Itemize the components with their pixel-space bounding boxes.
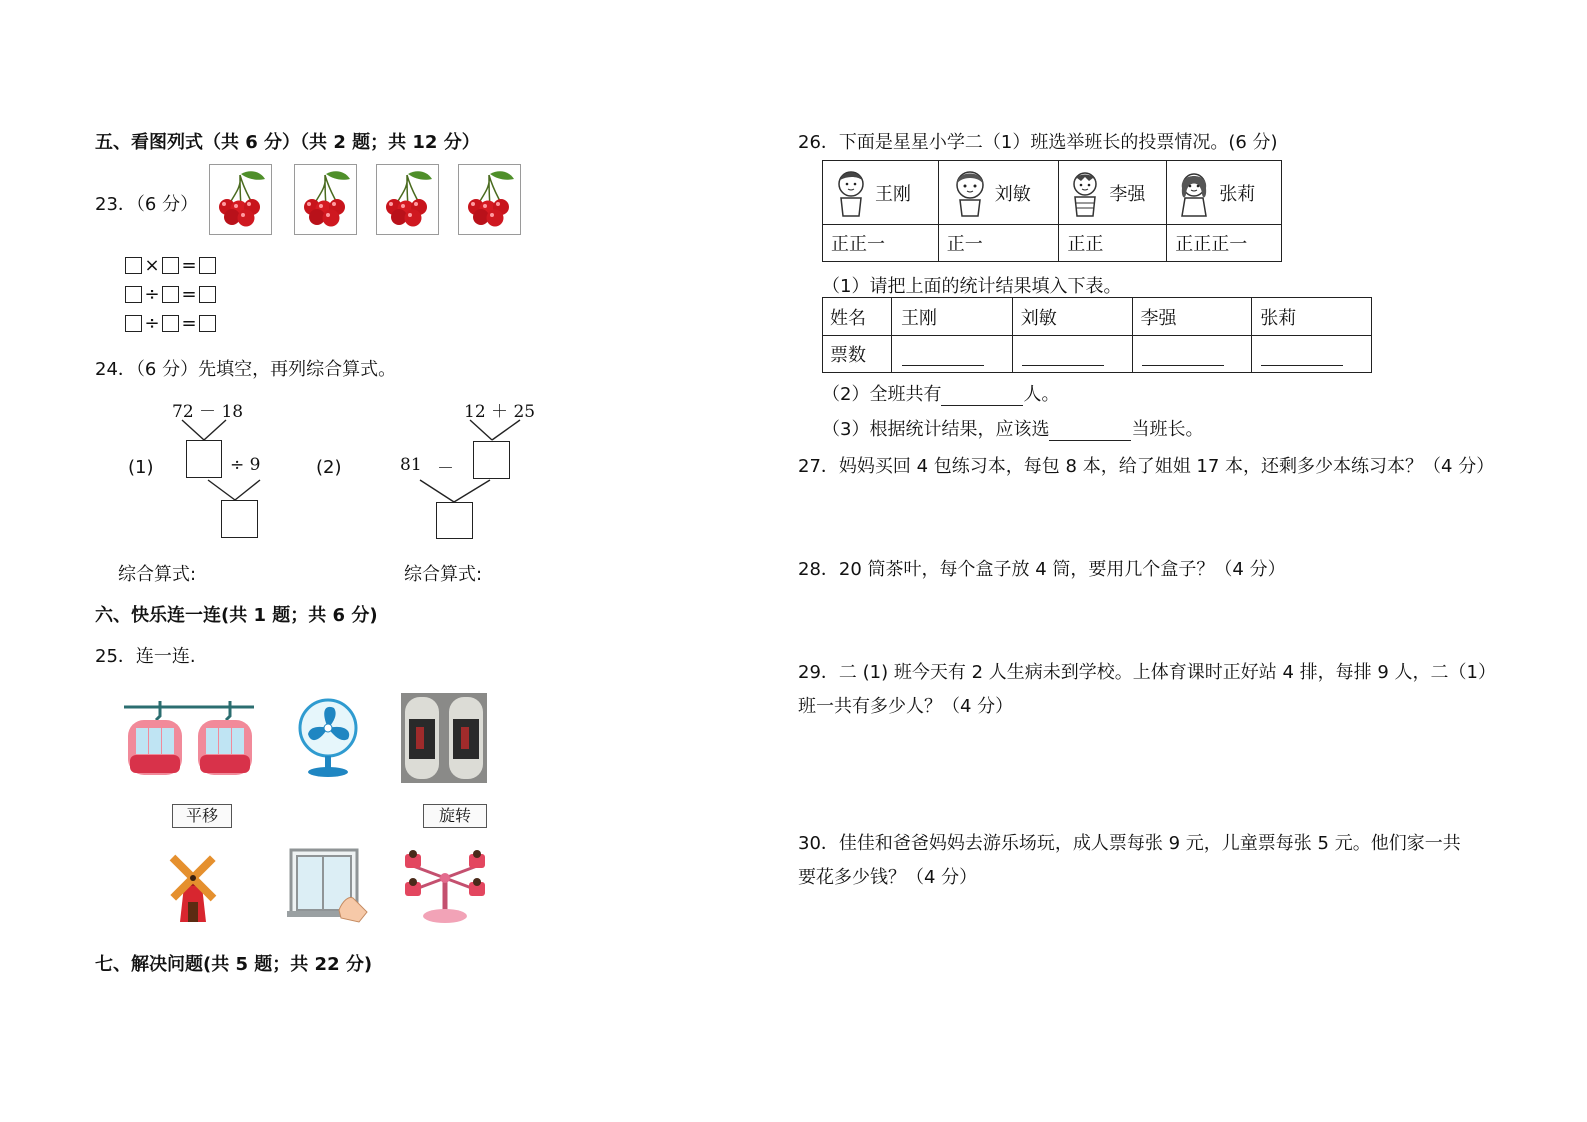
vote-count-blank[interactable] [902, 343, 984, 366]
answer-box[interactable] [125, 257, 142, 274]
candidate-cell [1059, 161, 1167, 225]
tally-cell: 正正正一 [1167, 225, 1282, 262]
q26-sub2-text: （2）全班共有 [822, 384, 942, 405]
answer-box[interactable] [199, 286, 216, 303]
candidate-name: 张莉 [1219, 183, 1256, 205]
girl-avatar-icon [951, 168, 989, 218]
table-header-cell: 王刚 [892, 298, 1013, 336]
candidate-name: 刘敏 [994, 183, 1031, 205]
q28-text: 28．20 筒茶叶，每个盒子放 4 筒，要用几个盒子？（4 分） [798, 559, 1286, 580]
translation-label-box: 平移 [172, 804, 232, 828]
monitor-name-blank[interactable] [1049, 418, 1131, 441]
vote-result-table [822, 297, 1372, 373]
q26-sub3 [822, 415, 1203, 441]
vote-count-cell[interactable] [1252, 336, 1372, 373]
vote-count-cell[interactable] [1132, 336, 1252, 373]
total-students-blank[interactable] [941, 383, 1023, 406]
boy-avatar-icon [833, 168, 869, 218]
vote-count-cell[interactable] [1012, 336, 1132, 373]
operator: ÷ [144, 284, 160, 305]
answer-box[interactable] [199, 315, 216, 332]
q26-sub2-suffix: 人。 [1023, 384, 1060, 405]
table-header-cell: 张莉 [1252, 298, 1372, 336]
operator: ÷ [144, 313, 160, 334]
q29-text-line1: 29．二 (1) 班今天有 2 人生病未到学校。上体育课时正好站 4 排，每排 9 人，二（1） [798, 662, 1496, 683]
q24-label: 24．（6 分）先填空，再列综合算式。 [95, 359, 397, 380]
equation-line [125, 251, 216, 280]
q26-sub1: （1）请把上面的统计结果填入下表。 [822, 276, 1122, 297]
tally-cell: 正正一 [823, 225, 939, 262]
cherry-image [376, 164, 439, 235]
carousel-image [399, 848, 491, 926]
answer-box[interactable] [436, 502, 473, 539]
cherry-image [294, 164, 357, 235]
answer-box[interactable] [221, 500, 258, 538]
elevator-photo [401, 693, 487, 783]
section6-heading: 六、快乐连一连(共 1 题；共 6 分) [95, 605, 378, 626]
vote-count-blank[interactable] [1022, 343, 1104, 366]
fan-image [296, 696, 360, 778]
candidate-name: 王刚 [875, 183, 911, 205]
q24-part2-number: (2) [316, 457, 342, 478]
answer-box[interactable] [162, 257, 179, 274]
equation-line [125, 309, 216, 338]
q25-label: 25．连一连. [95, 646, 196, 667]
vote-count-blank[interactable] [1142, 343, 1224, 366]
equals-sign: = [181, 284, 197, 305]
answer-box[interactable] [199, 257, 216, 274]
answer-box[interactable] [162, 315, 179, 332]
table-header-cell: 刘敏 [1012, 298, 1132, 336]
operator: × [144, 255, 160, 276]
tally-cell: 正一 [938, 225, 1059, 262]
q24-part1-top-expression: 72 － 18 [172, 402, 244, 422]
q27-text: 27．妈妈买回 4 包练习本，每包 8 本，给了姐姐 17 本，还剩多少本练习本？（4 分） [798, 456, 1495, 477]
boy-avatar-icon [1069, 168, 1101, 218]
answer-box[interactable] [125, 286, 142, 303]
q23-label: 23．（6 分） [95, 194, 199, 215]
answer-box[interactable] [473, 441, 510, 479]
girl-avatar-icon [1177, 168, 1211, 218]
q30-text-line2: 要花多少钱？（4 分） [798, 867, 978, 888]
q23-equations [125, 251, 216, 338]
q26-sub3-text: （3）根据统计结果，应该选 [822, 419, 1050, 440]
tally-cell: 正正 [1059, 225, 1167, 262]
answer-box[interactable] [125, 315, 142, 332]
q26-sub3-suffix: 当班长。 [1131, 419, 1204, 440]
equation-line [125, 280, 216, 309]
cherry-image [209, 164, 272, 235]
vote-tally-table [822, 160, 1282, 262]
candidate-name: 李强 [1109, 183, 1146, 205]
q24-part1-formula-label: 综合算式: [118, 564, 197, 585]
table-header-cell: 李强 [1132, 298, 1252, 336]
q26-label: 26．下面是星星小学二（1）班选举班长的投票情况。(6 分) [798, 132, 1278, 153]
q24-part2-minuend: 81 [400, 455, 422, 475]
q30-text-line1: 30．佳佳和爸爸妈妈去游乐场玩，成人票每张 9 元，儿童票每张 5 元。他们家一共 [798, 833, 1461, 854]
section5-heading: 五、看图列式（共 6 分）（共 2 题；共 12 分） [95, 132, 480, 153]
answer-box[interactable] [162, 286, 179, 303]
section7-heading: 七、解决问题(共 5 题；共 22 分) [95, 954, 373, 975]
windmill-image [158, 850, 228, 926]
q24-part1-number: (1) [128, 457, 154, 478]
q26-sub2 [822, 380, 1059, 406]
vote-count-blank[interactable] [1261, 343, 1343, 366]
q24-part2-minus-sign: － [437, 459, 454, 479]
rotation-label-box: 旋转 [423, 804, 487, 828]
candidate-cell [1167, 161, 1282, 225]
q29-text-line2: 班一共有多少人？（4 分） [798, 696, 1014, 717]
table-header-cell: 姓名 [823, 298, 892, 336]
vote-count-cell[interactable] [892, 336, 1013, 373]
q24-part2-formula-label: 综合算式: [404, 564, 483, 585]
cherry-image [458, 164, 521, 235]
q24-part1-divide-expression: ÷ 9 [230, 455, 261, 475]
cable-car-image [122, 698, 262, 780]
sliding-window-image [287, 848, 373, 926]
candidate-cell [938, 161, 1059, 225]
candidate-cell [823, 161, 939, 225]
answer-box[interactable] [186, 440, 222, 478]
table-row-label: 票数 [823, 336, 892, 373]
equals-sign: = [181, 255, 197, 276]
equals-sign: = [181, 313, 197, 334]
q24-part2-top-expression: 12 ＋ 25 [464, 402, 536, 422]
